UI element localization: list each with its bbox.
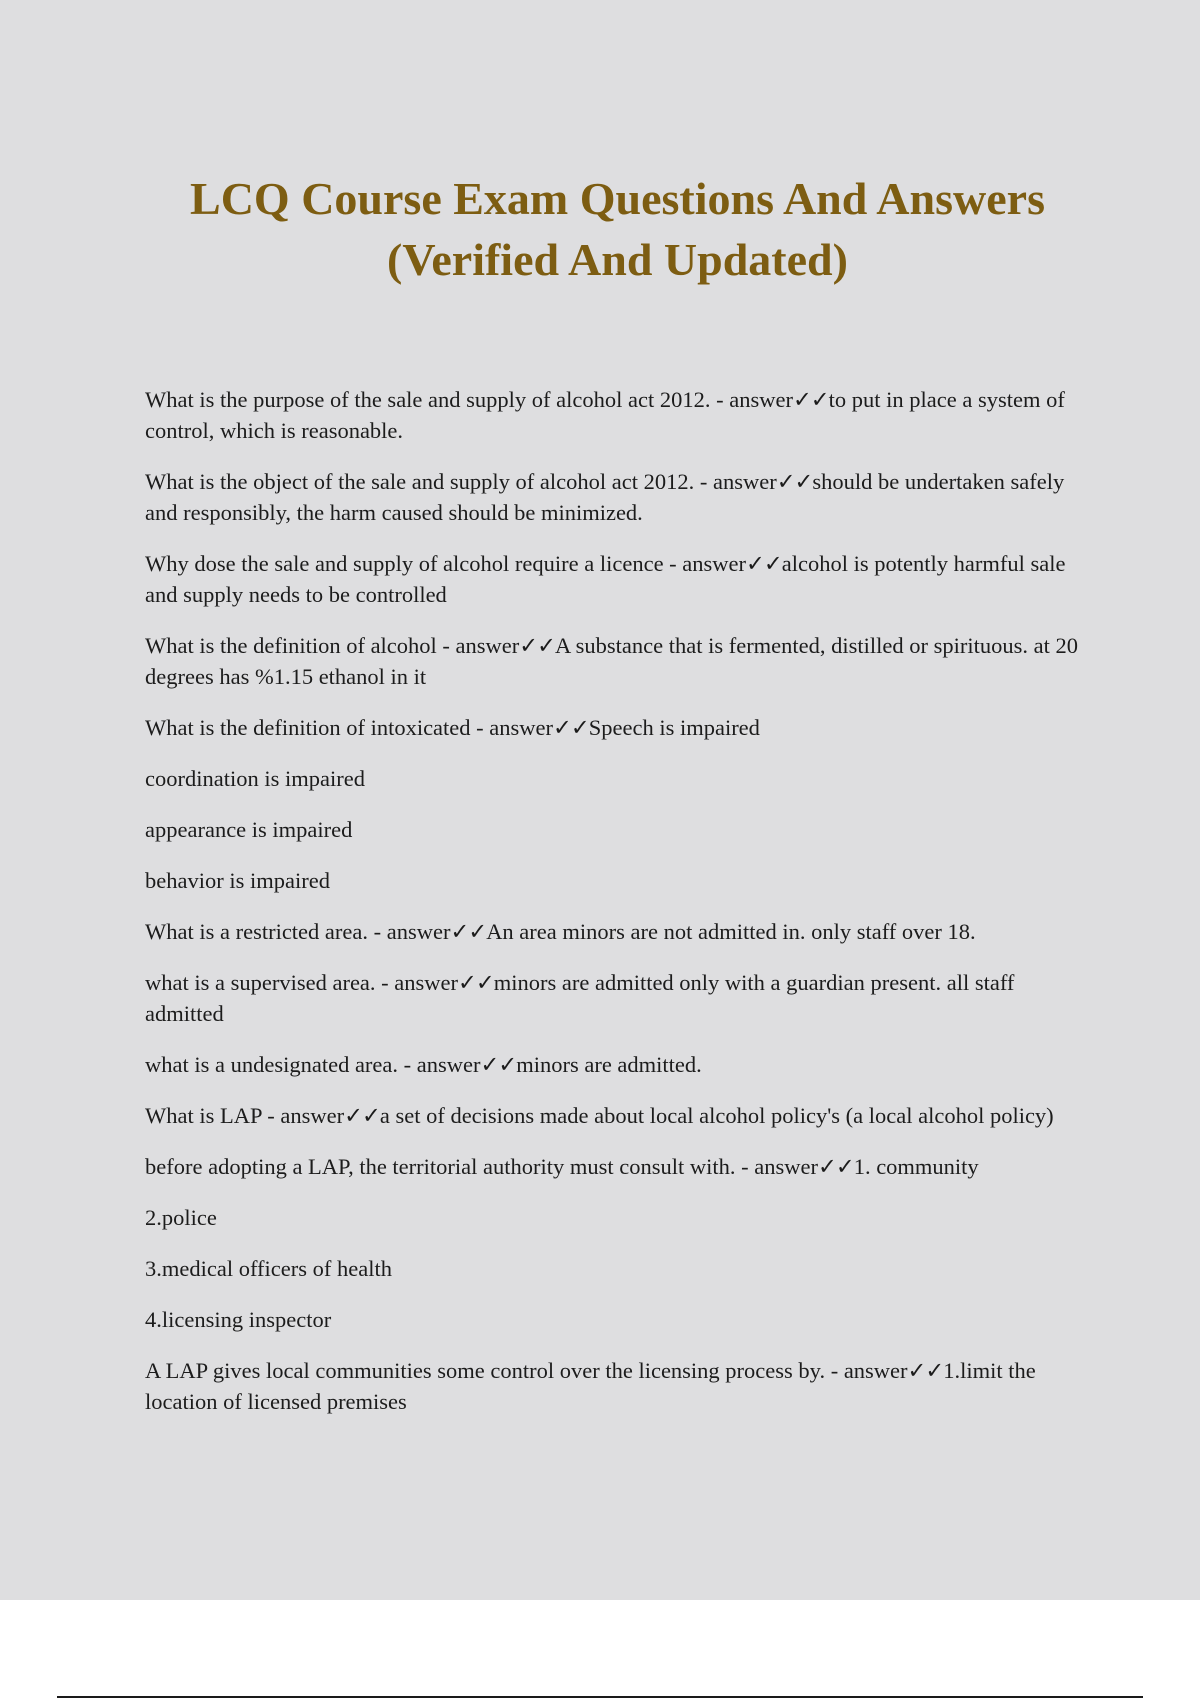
question-text: What is a restricted area. - answer xyxy=(145,919,451,944)
double-check-icon: ✓✓ xyxy=(450,919,487,944)
question-text: What is the object of the sale and supply of alcohol act 2012. - answer xyxy=(145,469,777,494)
answer-text: A substance that is fermented, distilled or spirituous. at 20 degrees has %1.15 ethanol in it xyxy=(145,633,1079,689)
document-title-line-2: (Verified And Updated) xyxy=(387,234,848,285)
question-text: What is the purpose of the sale and supply of alcohol act 2012. - answer xyxy=(145,387,793,412)
question-text: Why dose the sale and supply of alcohol require a licence - answer xyxy=(145,551,747,576)
answer-text: alcohol is potently harmful sale and supply needs to be controlled xyxy=(145,551,1066,607)
qa-item xyxy=(145,548,1090,610)
qa-item xyxy=(145,384,1090,446)
answer-continuation-line: 4.licensing inspector xyxy=(145,1307,332,1332)
question-text: What is the definition of intoxicated - answer xyxy=(145,715,553,740)
qa-list xyxy=(145,384,1090,1437)
answer-text: minors are admitted only with a guardian present. all staff admitted xyxy=(145,970,1015,1026)
question-text: What is LAP - answer xyxy=(145,1103,345,1128)
answer-text: to put in place a system of control, which is reasonable. xyxy=(145,387,1065,443)
double-check-icon: ✓✓ xyxy=(817,1154,854,1179)
qa-item xyxy=(145,967,1090,1029)
answer-continuation-line: coordination is impaired xyxy=(145,766,365,791)
question-text: A LAP gives local communities some control over the licensing process by. - answer xyxy=(145,1358,908,1383)
answer-text: 1.limit the location of licensed premises xyxy=(145,1358,1036,1414)
double-check-icon: ✓✓ xyxy=(480,1052,517,1077)
answer-text: Speech is impaired xyxy=(588,715,760,740)
answer-text: 1. community xyxy=(853,1154,979,1179)
answer-continuation-line: 3.medical officers of health xyxy=(145,1256,392,1281)
double-check-icon: ✓✓ xyxy=(776,469,813,494)
qa-item xyxy=(145,1355,1090,1417)
qa-item xyxy=(145,1100,1090,1131)
answer-continuation-line: 2.police xyxy=(145,1205,217,1230)
double-check-icon: ✓✓ xyxy=(907,1358,944,1383)
answer-continuation-line: appearance is impaired xyxy=(145,817,353,842)
qa-item xyxy=(145,1151,1090,1182)
qa-item xyxy=(145,630,1090,692)
answer-text: An area minors are not admitted in. only staff over 18. xyxy=(486,919,976,944)
qa-item xyxy=(145,916,1090,947)
answer-continuation-line: behavior is impaired xyxy=(145,868,330,893)
qa-item xyxy=(145,466,1090,528)
answer-text: a set of decisions made about local alcohol policy's (a local alcohol policy) xyxy=(379,1103,1054,1128)
question-text: What is the definition of alcohol - answer xyxy=(145,633,520,658)
question-text: what is a supervised area. - answer xyxy=(145,970,459,995)
double-check-icon: ✓✓ xyxy=(458,970,494,995)
answer-text: minors are admitted. xyxy=(516,1052,702,1077)
qa-item xyxy=(145,1049,1090,1080)
double-check-icon: ✓✓ xyxy=(553,715,589,740)
double-check-icon: ✓✓ xyxy=(344,1103,380,1128)
footer-divider xyxy=(57,1696,1143,1698)
double-check-icon: ✓✓ xyxy=(519,633,555,658)
double-check-icon: ✓✓ xyxy=(792,387,829,412)
answer-text: should be undertaken safely and responsibly, the harm caused should be minimized. xyxy=(145,469,1065,525)
question-text: before adopting a LAP, the territorial authority must consult with. - answer xyxy=(145,1154,818,1179)
document-title-line-1: LCQ Course Exam Questions And Answers xyxy=(190,173,1045,224)
question-text: what is a undesignated area. - answer xyxy=(145,1052,481,1077)
document-title xyxy=(100,168,1135,290)
qa-item xyxy=(145,712,1090,743)
double-check-icon: ✓✓ xyxy=(746,551,782,576)
